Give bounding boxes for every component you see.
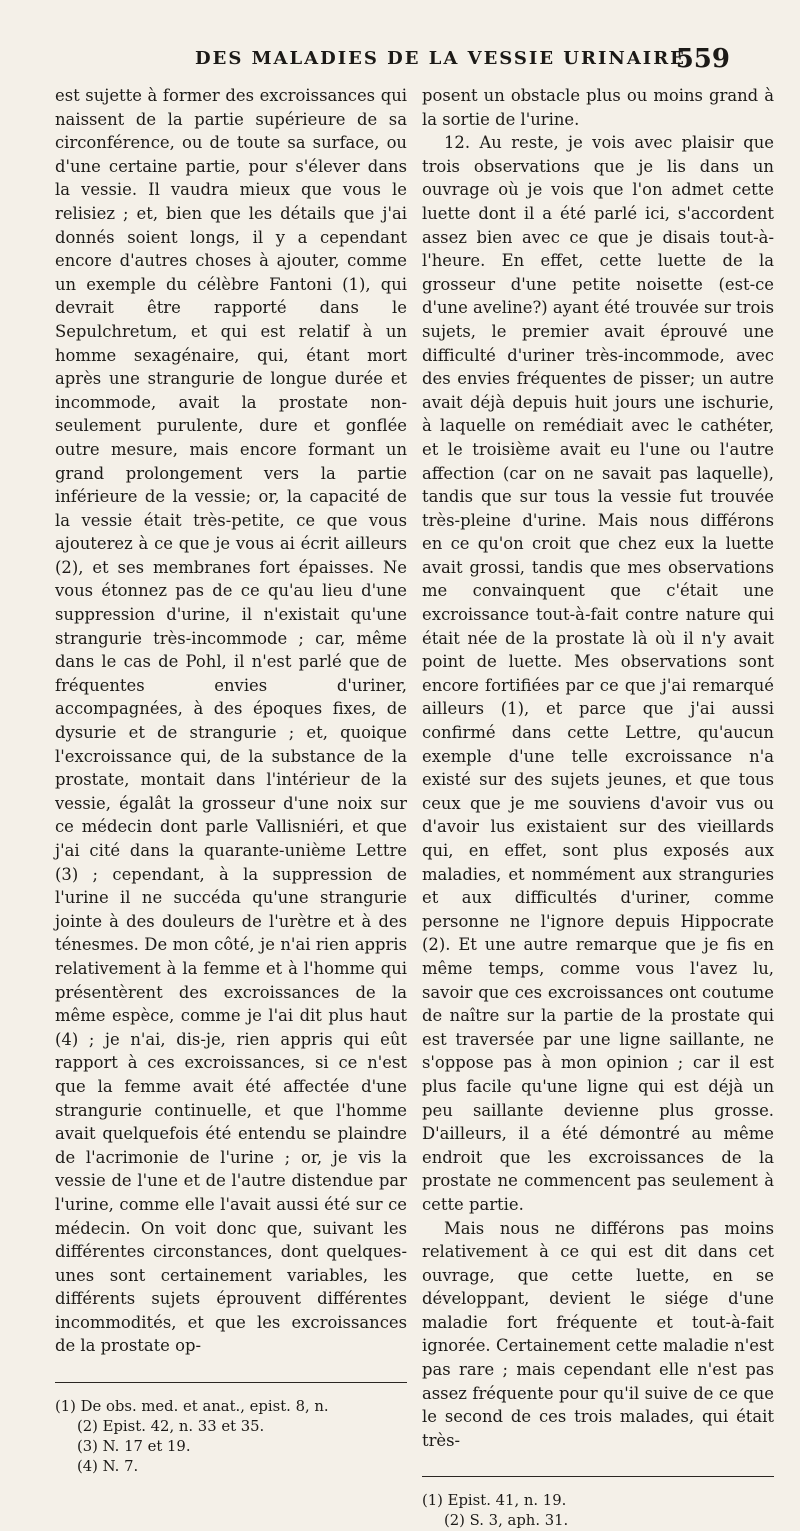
footnote-rule [422, 1476, 774, 1477]
footnote: (1) Epist. 41, n. 19. [422, 1492, 567, 1510]
footnote: (3) N. 17 et 19. [77, 1438, 191, 1456]
footnote: (2) S. 3, aph. 31. [444, 1512, 569, 1530]
footnote: (4) N. 7. [77, 1458, 139, 1476]
right-paragraph-1: posent un obstacle plus ou moins grand à la sortie de l'urine. [422, 86, 774, 129]
footnote: (1) De obs. med. et anat., epist. 8, n. [55, 1398, 329, 1416]
running-header [140, 44, 730, 76]
left-body-text: est sujette à former des excroissances qui naissent de la partie supérieure de sa circonférence, ou de toute sa surface, ou d'une certaine partie, pour s'élever dans la vessie. Il vaudra mieux que vous le relisiez ; et, bien que les détails que j'ai donnés soient longs, il y a cependant encore d'autres choses à ajouter, comme un exemple du célèbre Fantoni (1), qui devrait être rapporté dans le Sepulchretum, et qui est relatif à un homme sexagénaire, qui, étant mort après une strangurie de longue durée et incommode, avait la prostate non-seulement purulente, dure et gonflée outre mesure, mais encore formant un grand prolongement vers la partie inférieure de la vessie; or, la capacité de la vessie était très-petite, ce que vous ajouterez à ce que je vous ai écrit ailleurs (2), et ses membranes fort épaisses. Ne vous étonnez pas de ce qu'au lieu d'une suppression d'urine, il n'existait qu'une strangurie très-incommode ; car, même dans le cas de Pohl, il n'est parlé que de fréquentes envies d'uriner, accompagnées, à des époques fixes, de dysurie et de strangurie ; et, quoique l'excroissance qui, de la substance de la prostate, montait dans l'intérieur de la vessie, égalât la grosseur d'une noix sur ce médecin dont parle Vallisniéri, et que j'ai cité dans la quarante-unième Lettre (3) ; cependant, à la suppression de l'urine il ne succéda qu'une strangurie jointe à des douleurs de l'urètre et à des ténesmes. De mon côté, je n'ai rien appris relativement à la femme et à l'homme qui présentèrent des excroissances de la même espèce, comme je l'ai dit plus haut (4) ; je n'ai, dis-je, rien appris qui eût rapport à ces excroissances, si ce n'est que la femme avait été affectée d'une strangurie continuelle, et que l'homme avait quelquefois été entendu se plaindre de l'acrimonie de l'urine ; or, je vis la vessie de l'une et de l'autre distendue par l'urine, comme elle l'avait aussi été sur ce médecin. On voit donc que, suivant les différentes circonstances, dont quelques-unes sont certainement variables, les différents sujets éprouvent différentes incommodités, et que les excroissances de la prostate op- [55, 86, 407, 1356]
right-paragraph-2: 12. Au reste, je vois avec plaisir que trois observations que je lis dans un ouvrage où je vois que l'on admet cette luette dont il a été parlé ici, s'accordent assez bien avec ce que je disais tout-à-l'heure. En effet, cette luette de la grosseur d'une petite noisette (est-ce d'une aveline?) ayant été trouvée sur trois sujets, le premier avait éprouvé une difficulté d'uriner très-incommode, avec des envies fréquentes de pisser; un autre avait déjà depuis huit jours une ischurie, à laquelle on remédiait avec le cathéter, et le troisième avait eu l'une ou l'autre affection (car on ne savait pas laquelle), tandis que sur tous la vessie fut trouvée très-pleine d'urine. Mais nous différons en ce qu'on croit que chez eux la luette avait grossi, tandis que mes observations me convainquent que c'était une excroissance tout-à-fait contre nature qui était née de la prostate là où il n'y avait point de luette. Mes observations sont encore fortifiées par ce que j'ai remarqué ailleurs (1), et parce que j'ai aussi confirmé dans cette Lettre, qu'aucun exemple d'une telle excroissance n'a existé sur des sujets jeunes, et que tous ceux que je me souviens d'avoir vus ou d'avoir lus existaient sur des vieillards qui, en effet, sont plus exposés aux maladies, et nommément aux stranguries et aux difficultés d'uriner, comme personne ne l'ignore depuis Hippocrate (2). Et une autre remarque que je fis en même temps, comme vous l'avez lu, savoir que ces excroissances ont coutume de naître sur la partie de la prostate qui est traversée par une ligne saillante, ne s'oppose pas à mon opinion ; car il est plus facile qu'une ligne qui est déjà un peu saillante devienne plus grosse. D'ailleurs, il a été démontré au même endroit que les excroissances de la prostate ne commencent pas seulement à cette partie. [422, 133, 774, 1214]
page-number: 559 [675, 44, 730, 74]
right-paragraph-3: Mais nous ne différons pas moins relativement à ce qui est dit dans cet ouvrage, que cette luette, en se développant, devient le siége d'une maladie fort fréquente et tout-à-fait ignorée. Certainement cette maladie n'est pas rare ; mais cependant elle n'est pas assez fréquente pour qu'il suive de ce que le second de ces trois malades, qui était très- [422, 1218, 774, 1450]
footnote-rule [55, 1382, 407, 1383]
left-column [55, 84, 407, 1477]
running-title: DES MALADIES DE LA VESSIE URINAIRE. [195, 48, 695, 69]
right-column [422, 84, 774, 1531]
footnote: (2) Epist. 42, n. 33 et 35. [77, 1418, 265, 1436]
